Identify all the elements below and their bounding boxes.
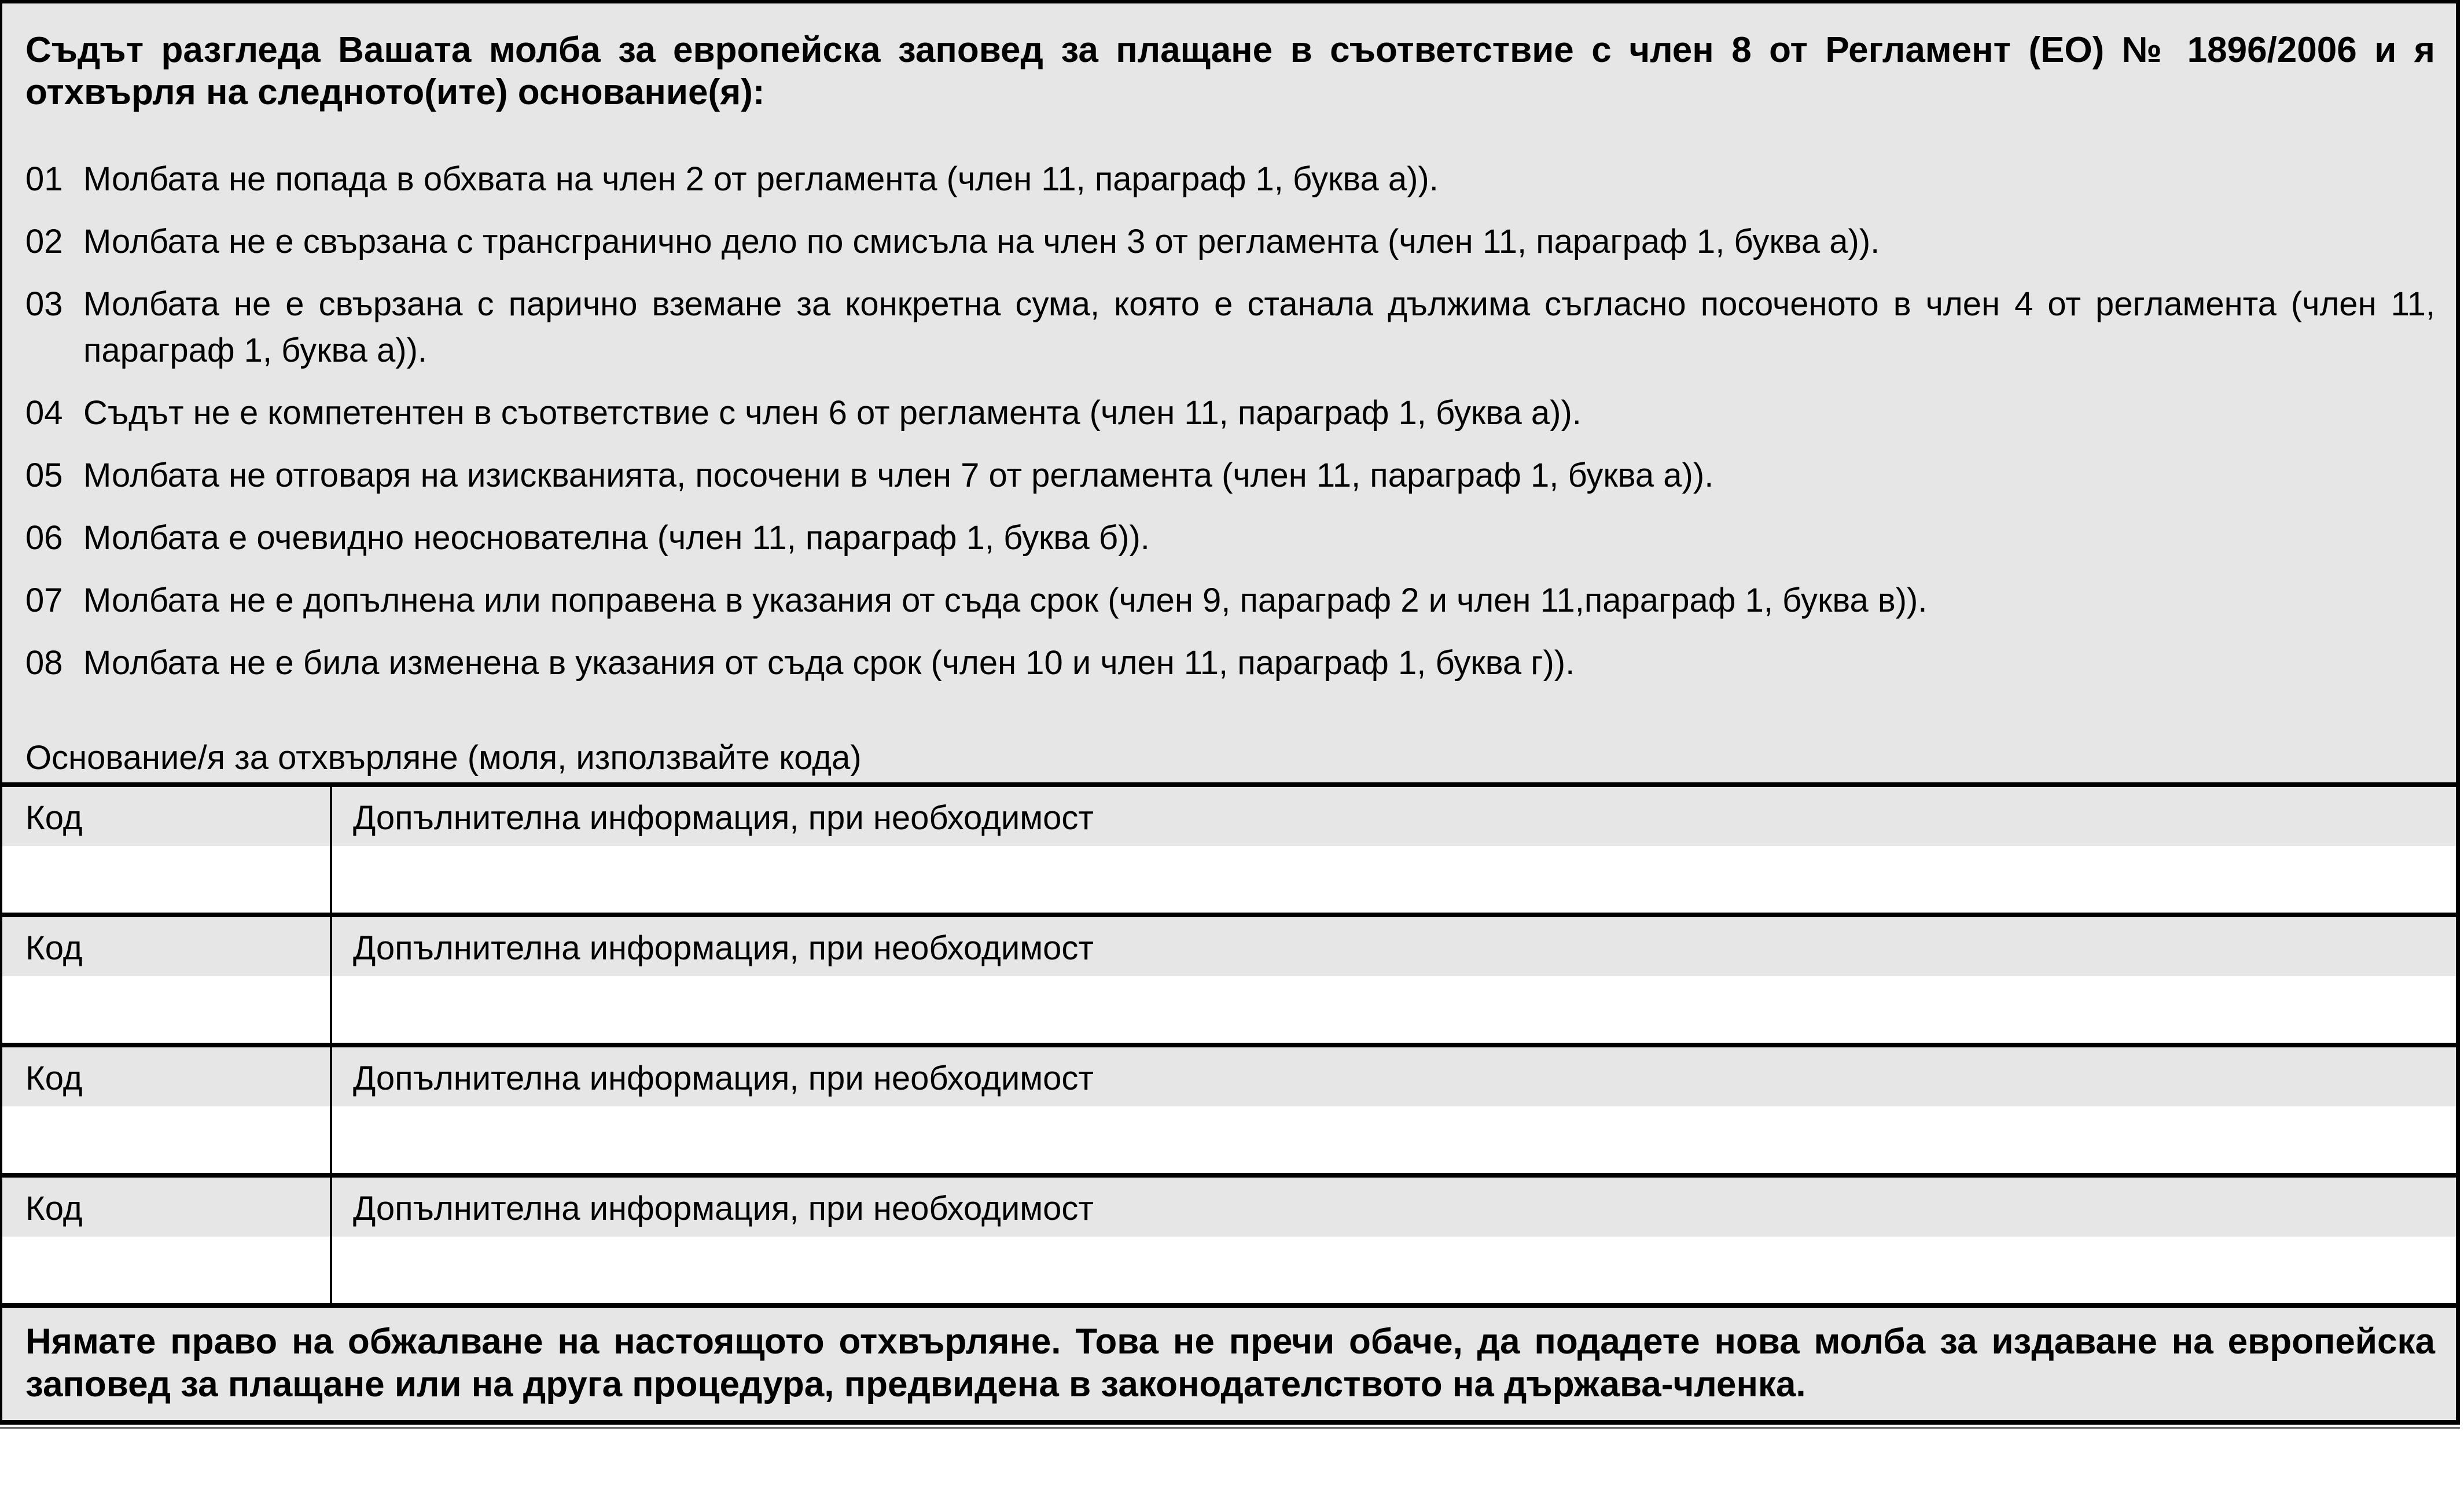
ground-code: 02 [25, 223, 63, 260]
no-appeal-notice-text: Нямате право на обжалване на настоящото отхвърляне. Това не пречи обаче, да подадете нова молба за издаване на европейска заповед за плащане или на друга процедура, предвидена в законодателството на държава-членка. [25, 1322, 2435, 1404]
ground-text: Молбата не е била изменена в указания от съда срок (член 10 и член 11, параграф 1, буква г)). [83, 644, 1575, 682]
code-table-header-row [2, 787, 2456, 846]
info-entry-cell [332, 846, 2456, 913]
section-heading: Съдът разгледа Вашата молба за европейска заповед за плащане в съответствие с член 8 от Регламент (ЕО) № 1896/2006 и я отхвърля на следното(ите) основание(я): [25, 30, 2435, 112]
code-entry-cell [2, 976, 332, 1043]
intro-section [2, 3, 2456, 782]
code-table-header-row [2, 917, 2456, 976]
code-table-block-2 [2, 913, 2456, 1043]
code-table-block-3 [2, 1043, 2456, 1173]
code-table-block-4 [2, 1173, 2456, 1303]
info-column-header: Допълнителна информация, при необходимост [353, 799, 1094, 837]
bottom-edge-line [0, 1427, 2460, 1429]
ground-code: 05 [25, 457, 63, 494]
code-column-header: Код [2, 917, 332, 976]
ground-item-02 [25, 219, 2435, 265]
ground-item-01 [25, 156, 2435, 203]
code-entry-cell [2, 1237, 332, 1303]
info-column-header: Допълнителна информация, при необходимост [353, 929, 1094, 967]
info-column-header: Допълнителна информация, при необходимост [353, 1190, 1094, 1227]
code-entry-cell [2, 846, 332, 913]
ground-item-03 [25, 281, 2435, 374]
ground-code: 07 [25, 582, 63, 619]
no-appeal-notice-section [2, 1303, 2456, 1425]
code-column-header: Код [2, 1047, 332, 1106]
ground-text: Съдът не е компетентен в съответствие с член 6 от регламента (член 11, параграф 1, буква а)). [83, 394, 1582, 432]
ground-code: 06 [25, 519, 63, 557]
code-table-entry-row [2, 1237, 2456, 1303]
info-column-header: Допълнителна информация, при необходимост [353, 1060, 1094, 1097]
code-column-header: Код [2, 1178, 332, 1237]
code-table-header-row [2, 1178, 2456, 1237]
code-table-entry-row [2, 1106, 2456, 1173]
ground-text: Молбата не отговаря на изискванията, посочени в член 7 от регламента (член 11, параграф 1, буква а)). [83, 457, 1714, 494]
code-column-header: Код [2, 787, 332, 846]
ground-item-04 [25, 390, 2435, 436]
ground-item-06 [25, 515, 2435, 561]
code-entry-cell [2, 1106, 332, 1173]
code-table-block-1 [2, 782, 2456, 913]
ground-code: 03 [25, 285, 63, 323]
ground-code: 08 [25, 644, 63, 682]
ground-item-08 [25, 640, 2435, 686]
ground-text: Молбата не е свързана с парично вземане за конкретна сума, която е станала дължима съгласно посоченото в член 4 от регламента (член 11, параграф 1, буква а)). [83, 285, 2435, 369]
ground-code: 04 [25, 394, 63, 432]
ground-item-05 [25, 453, 2435, 499]
info-entry-cell [332, 1237, 2456, 1303]
ground-text: Молбата е очевидно неоснователна (член 11, параграф 1, буква б)). [83, 519, 1150, 557]
code-table-entry-row [2, 846, 2456, 913]
code-table-entry-row [2, 976, 2456, 1043]
ground-item-07 [25, 578, 2435, 624]
ground-text: Молбата не е допълнена или поправена в указания от съда срок (член 9, параграф 2 и член 11,параграф 1, буква в)). [83, 582, 1928, 619]
code-table-header-row [2, 1047, 2456, 1106]
ground-text: Молбата не попада в обхвата на член 2 от регламента (член 11, параграф 1, буква а)). [83, 160, 1439, 198]
ground-text: Молбата не е свързана с трансгранично дело по смисъла на член 3 от регламента (член 11, параграф 1, буква а)). [83, 223, 1880, 260]
info-entry-cell [332, 1106, 2456, 1173]
ground-code: 01 [25, 160, 63, 198]
rejection-reason-label: Основание/я за отхвърляне (моля, използвайте кода) [25, 739, 862, 777]
info-entry-cell [332, 976, 2456, 1043]
